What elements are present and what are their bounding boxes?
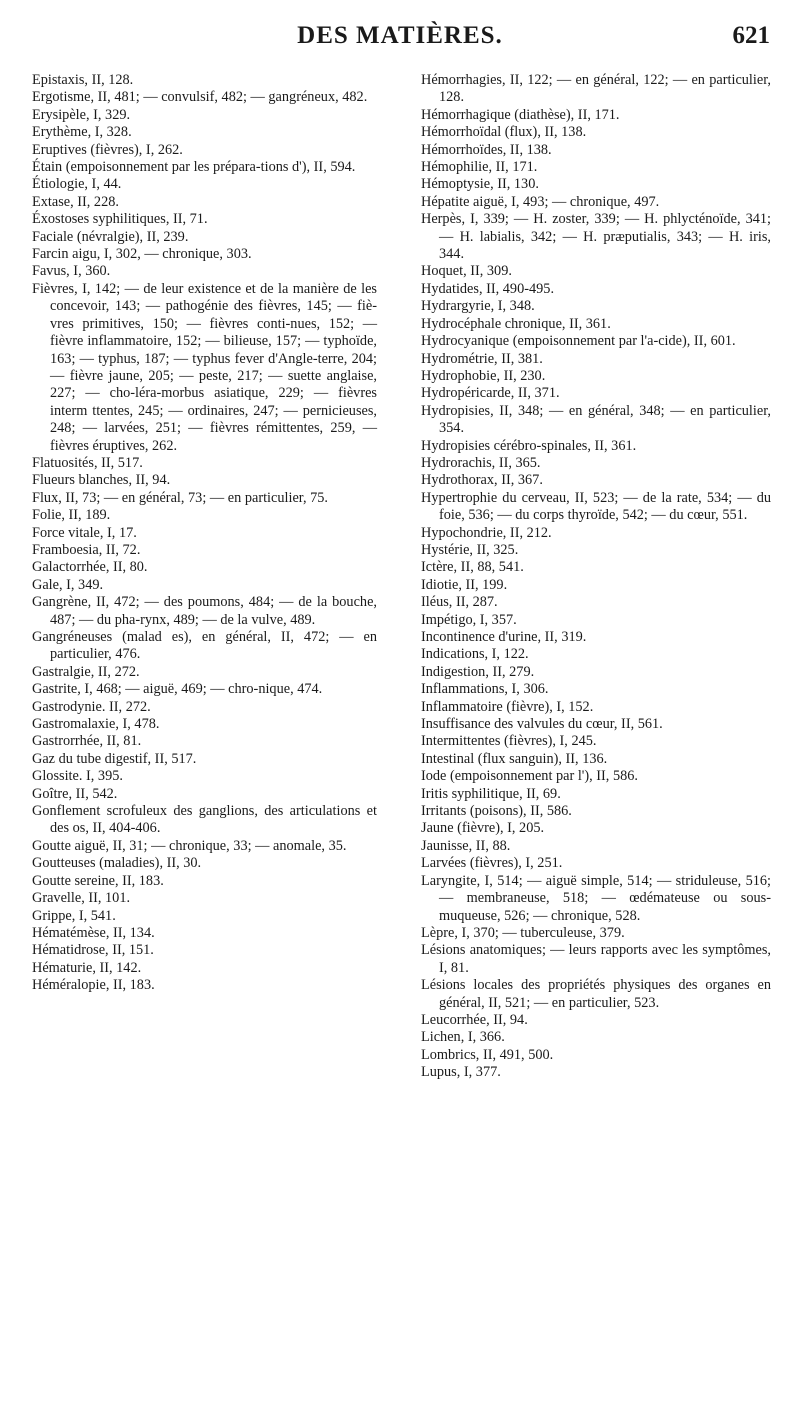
- index-entry: Flueurs blanches, II, 94.: [32, 472, 171, 489]
- index-entry: Étiologie, I, 44.: [32, 176, 122, 193]
- running-title: DES MATIÈRES.: [297, 22, 503, 49]
- index-entry: Erysipèle, I, 329.: [32, 106, 131, 123]
- index-entry: Hoquet, II, 309.: [421, 263, 512, 280]
- index-entry: Impétigo, I, 357.: [421, 611, 517, 628]
- index-entry: Gale, I, 349.: [32, 576, 104, 593]
- index-entry: Incontinence d'urine, II, 319.: [421, 629, 587, 645]
- index-entry: Goutte aiguë, II, 31; — chronique, 33; — anomale, 35.: [32, 837, 347, 854]
- index-entry: Gastrite, I, 468; — aiguë, 469; — chro-nique, 474.: [32, 681, 323, 698]
- index-entry: Jaunisse, II, 88.: [421, 837, 511, 854]
- index-entry: Lésions anatomiques; — leurs rapports avec les symptômes, I, 81.: [421, 942, 771, 976]
- index-entry: Lupus, I, 377.: [421, 1064, 501, 1081]
- index-entry: Hydrométrie, II, 381.: [421, 350, 543, 367]
- index-entry: Idiotie, II, 199.: [421, 576, 508, 593]
- index-entry: Hémorrhoïdes, II, 138.: [421, 141, 552, 158]
- index-entry: Lèpre, I, 370; — tuberculeuse, 379.: [421, 924, 625, 941]
- page-number: 621: [732, 22, 770, 49]
- index-entry: Epistaxis, II, 128.: [32, 72, 134, 88]
- index-entry: Gastromalaxie, I, 478.: [32, 716, 160, 733]
- index-entry: Lichen, I, 366.: [421, 1029, 505, 1046]
- index-entry: Intermittentes (fièvres), I, 245.: [421, 733, 597, 750]
- index-entry: Indications, I, 122.: [421, 646, 529, 663]
- index-entry: Hydropisies, II, 348; — en général, 348; — en particulier, 354.: [421, 402, 771, 437]
- index-entry: Gangrène, II, 472; — des poumons, 484; — de la bouche, 487; — du pha-rynx, 489; — de la vulve, 489.: [32, 594, 377, 628]
- index-entry: Favus, I, 360.: [32, 263, 111, 280]
- index-entry: Jaune (fièvre), I, 205.: [421, 820, 545, 837]
- index-entry: Goutte sereine, II, 183.: [32, 872, 164, 889]
- index-entry: Hydropisies cérébro-spinales, II, 361.: [421, 437, 637, 454]
- index-entry: Éxostoses syphilitiques, II, 71.: [32, 211, 208, 228]
- index-column-right: [421, 72, 771, 1082]
- index-entry: Gastrorrhée, II, 81.: [32, 733, 142, 750]
- index-entry: Hydrophobie, II, 230.: [421, 367, 546, 384]
- index-entry: Hématidrose, II, 151.: [32, 942, 154, 959]
- index-entry: Ergotisme, II, 481; — convulsif, 482; — gangréneux, 482.: [32, 89, 368, 106]
- index-entry: Irritants (poisons), II, 586.: [421, 803, 572, 820]
- index-entry: Larvées (fièvres), I, 251.: [421, 855, 563, 872]
- index-entry: Inflammations, I, 306.: [421, 681, 549, 698]
- index-entry: Galactorrhée, II, 80.: [32, 559, 148, 576]
- index-entry: Hémorrhagies, II, 122; — en général, 122; — en particulier, 128.: [421, 72, 771, 106]
- index-entry: Glossite. I, 395.: [32, 768, 123, 785]
- index-entry: Ictère, II, 88, 541.: [421, 559, 524, 576]
- index-entry: Iritis syphilitique, II, 69.: [421, 785, 561, 802]
- index-entry: Hypochondrie, II, 212.: [421, 524, 552, 541]
- index-entry: Goître, II, 542.: [32, 785, 118, 802]
- index-entry: Iléus, II, 287.: [421, 594, 498, 611]
- index-entry: Hémophilie, II, 171.: [421, 159, 538, 176]
- index-entry: Hépatite aiguë, I, 493; — chronique, 497.: [421, 193, 660, 210]
- index-entry: Gastrodynie. II, 272.: [32, 698, 151, 715]
- index-entry: Hystérie, II, 325.: [421, 541, 519, 558]
- index-entry: Héméralopie, II, 183.: [32, 977, 155, 994]
- index-entry: Faciale (névralgie), II, 239.: [32, 228, 189, 245]
- index-entry: Gastralgie, II, 272.: [32, 663, 140, 680]
- index-entry: Eruptives (fièvres), I, 262.: [32, 141, 183, 158]
- index-entry: Iode (empoisonnement par l'), II, 586.: [421, 768, 638, 785]
- index-entry: Hémoptysie, II, 130.: [421, 176, 539, 193]
- index-entry: Erythème, I, 328.: [32, 124, 132, 141]
- index-entry: Hydrargyrie, I, 348.: [421, 298, 535, 315]
- index-entry: Gonflement scrofuleux des ganglions, des articulations et des os, II, 404-406.: [32, 803, 377, 837]
- index-entry: Inflammatoire (fièvre), I, 152.: [421, 698, 594, 715]
- index-entry: Lombrics, II, 491, 500.: [421, 1046, 554, 1063]
- index-entry: Hématémèse, II, 134.: [32, 924, 155, 941]
- index-entry: Hypertrophie du cerveau, II, 523; — de la rate, 534; — du foie, 536; — du corps thyroïde, 542; — du cœur, 551.: [421, 489, 771, 524]
- index-entry: Hydatides, II, 490-495.: [421, 280, 555, 297]
- index-entry: Goutteuses (maladies), II, 30.: [32, 855, 202, 872]
- page-header: [30, 22, 770, 62]
- index-entry: Herpès, I, 339; — H. zoster, 339; — H. phlycténoïde, 341; — H. labialis, 342; — H. præputialis, 343; — H. iris, 344.: [421, 211, 771, 263]
- index-entry: Flatuosités, II, 517.: [32, 454, 143, 471]
- index-entry: Force vitale, I, 17.: [32, 524, 137, 541]
- index-entry: Intestinal (flux sanguin), II, 136.: [421, 750, 608, 767]
- index-entry: Hydropéricarde, II, 371.: [421, 385, 560, 402]
- index-entry: Hydrothorax, II, 367.: [421, 472, 543, 489]
- index-entry: Gangréneuses (malad es), en général, II, 472; — en particulier, 476.: [32, 629, 377, 663]
- index-column-left: [32, 72, 377, 995]
- index-entry: Extase, II, 228.: [32, 193, 119, 210]
- index-entry: Insuffisance des valvules du cœur, II, 561.: [421, 716, 663, 733]
- index-entry: Indigestion, II, 279.: [421, 663, 535, 680]
- index-entry: Farcin aigu, I, 302, — chronique, 303.: [32, 246, 252, 263]
- index-entry: Fièvres, I, 142; — de leur existence et de la manière de les concevoir, 143; — pathogénie des fièvres, 145; — fiè-vres primitives, 150; — fièvres conti-nues, 152; — fièvre inflammatoire, 152; — bilieuse, 157; — typhoïde, 163; — typhus, 187; — typhus fever d'Angle-terre, 204; — fièvre jaune, 205; — peste, 217; — suette anglaise, 227; — cho-léra-morbus asiatique, 229; — fièvres interm ttentes, 245; — ordinaires, 247; — pernicieuses, 248; — larvées, 251; — fièvres rémittentes, 259, — fièvres éruptives, 262.: [32, 280, 377, 454]
- index-entry: Hématurie, II, 142.: [32, 959, 142, 976]
- index-entry: Flux, II, 73; — en général, 73; — en particulier, 75.: [32, 489, 329, 506]
- index-entry: Étain (empoisonnement par les prépara-tions d'), II, 594.: [32, 159, 356, 176]
- index-entry: Folie, II, 189.: [32, 507, 111, 524]
- index-entry: Framboesia, II, 72.: [32, 541, 141, 558]
- index-entry: Gaz du tube digestif, II, 517.: [32, 750, 197, 767]
- index-entry: Hémorrhoïdal (flux), II, 138.: [421, 124, 587, 141]
- index-entry: Hydrorachis, II, 365.: [421, 454, 541, 471]
- index-entry: Hydrocyanique (empoisonnement par l'a-cide), II, 601.: [421, 333, 736, 350]
- index-entry: Lésions locales des propriétés physiques des organes en général, II, 521; — en particulier, 523.: [421, 977, 771, 1011]
- index-entry: Laryngite, I, 514; — aiguë simple, 514; — striduleuse, 516; — membraneuse, 518; — œdémateuse ou sous-muqueuse, 526; — chronique, 528.: [421, 872, 771, 924]
- index-entry: Hydrocéphale chronique, II, 361.: [421, 315, 611, 332]
- index-entry: Gravelle, II, 101.: [32, 890, 131, 907]
- index-entry: Leucorrhée, II, 94.: [421, 1011, 528, 1028]
- index-entry: Grippe, I, 541.: [32, 907, 116, 924]
- index-entry: Hémorrhagique (diathèse), II, 171.: [421, 106, 620, 123]
